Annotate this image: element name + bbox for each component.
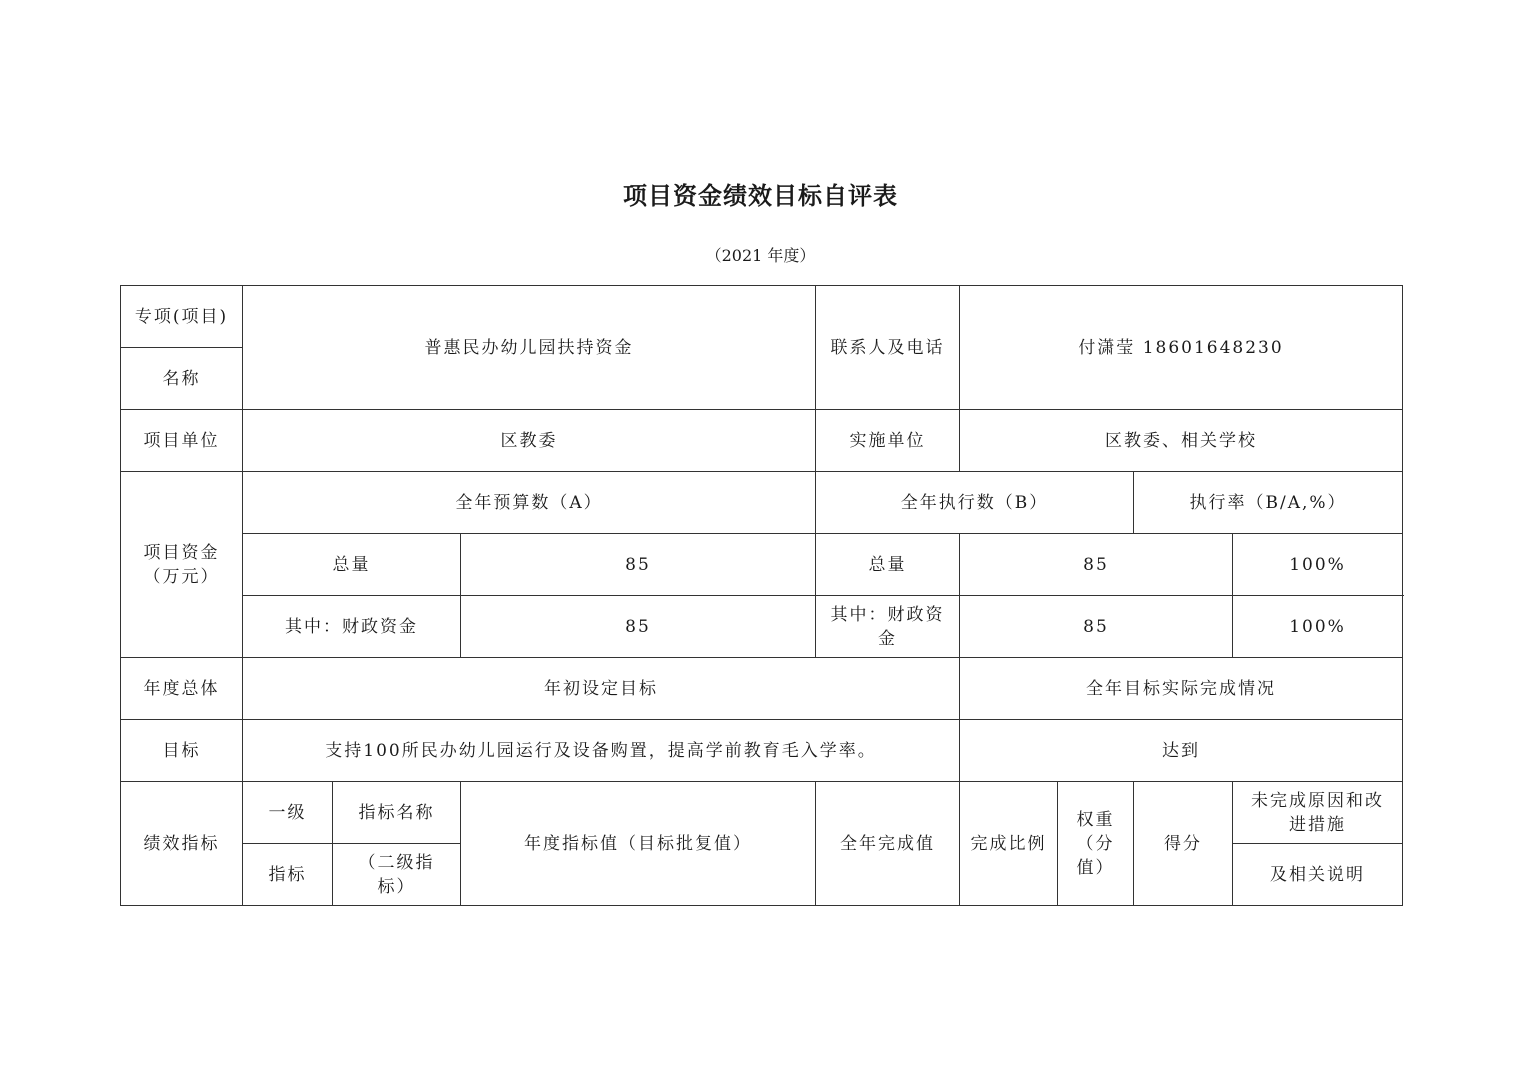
goal-result: 达到 xyxy=(960,720,1403,782)
contact-value: 付潇莹 18601648230 xyxy=(960,286,1403,410)
performance-indicator-label: 绩效指标 xyxy=(121,782,243,906)
evaluation-table xyxy=(120,285,1403,906)
rate-header: 执行率（B/A,%） xyxy=(1134,472,1403,534)
fiscal-rate-value: 100% xyxy=(1233,596,1403,658)
page-title: 项目资金绩效目标自评表 xyxy=(623,182,898,210)
project-unit-label: 项目单位 xyxy=(121,410,243,472)
goal-value: 支持100所民办幼儿园运行及设备购置，提高学前教育毛入学率。 xyxy=(243,720,960,782)
impl-unit-value: 区教委、相关学校 xyxy=(960,410,1403,472)
score-header: 得分 xyxy=(1134,782,1233,906)
fiscal-budget-value: 85 xyxy=(461,596,816,658)
fiscal-label-exec: 其中：财政资金 xyxy=(816,596,960,658)
contact-label: 联系人及电话 xyxy=(816,286,960,410)
full-year-value-header: 全年完成值 xyxy=(816,782,960,906)
total-exec-value: 85 xyxy=(960,534,1233,596)
indicator-name-bottom: （二级指标） xyxy=(333,844,461,906)
annual-indicator-value-header: 年度指标值（目标批复值） xyxy=(461,782,816,906)
completion-ratio-header: 完成比例 xyxy=(960,782,1058,906)
project-name-label-bottom: 名称 xyxy=(121,348,243,410)
budget-header: 全年预算数（A） xyxy=(243,472,816,534)
fund-label: 项目资金（万元） xyxy=(121,472,243,658)
total-label-exec: 总量 xyxy=(816,534,960,596)
year-subtitle: （2021 年度） xyxy=(705,246,816,265)
project-unit-value: 区教委 xyxy=(243,410,816,472)
annual-overall-label: 年度总体 xyxy=(121,658,243,720)
total-label: 总量 xyxy=(243,534,461,596)
fiscal-exec-value: 85 xyxy=(960,596,1233,658)
level1-label-top: 一级 xyxy=(243,782,333,844)
reason-header-bottom: 及相关说明 xyxy=(1233,844,1403,906)
level1-label-bottom: 指标 xyxy=(243,844,333,906)
indicator-name-top: 指标名称 xyxy=(333,782,461,844)
total-budget-value: 85 xyxy=(461,534,816,596)
initial-target-header: 年初设定目标 xyxy=(243,658,960,720)
weight-header: 权重（分值） xyxy=(1058,782,1134,906)
project-name-label-top: 专项(项目) xyxy=(121,286,243,348)
goal-label: 目标 xyxy=(121,720,243,782)
project-name-value: 普惠民办幼儿园扶持资金 xyxy=(243,286,816,410)
fiscal-label: 其中：财政资金 xyxy=(243,596,461,658)
impl-unit-label: 实施单位 xyxy=(816,410,960,472)
actual-completion-header: 全年目标实际完成情况 xyxy=(960,658,1403,720)
exec-header: 全年执行数（B） xyxy=(816,472,1134,534)
total-rate-value: 100% xyxy=(1233,534,1403,596)
reason-header-top: 未完成原因和改进措施 xyxy=(1233,782,1403,844)
